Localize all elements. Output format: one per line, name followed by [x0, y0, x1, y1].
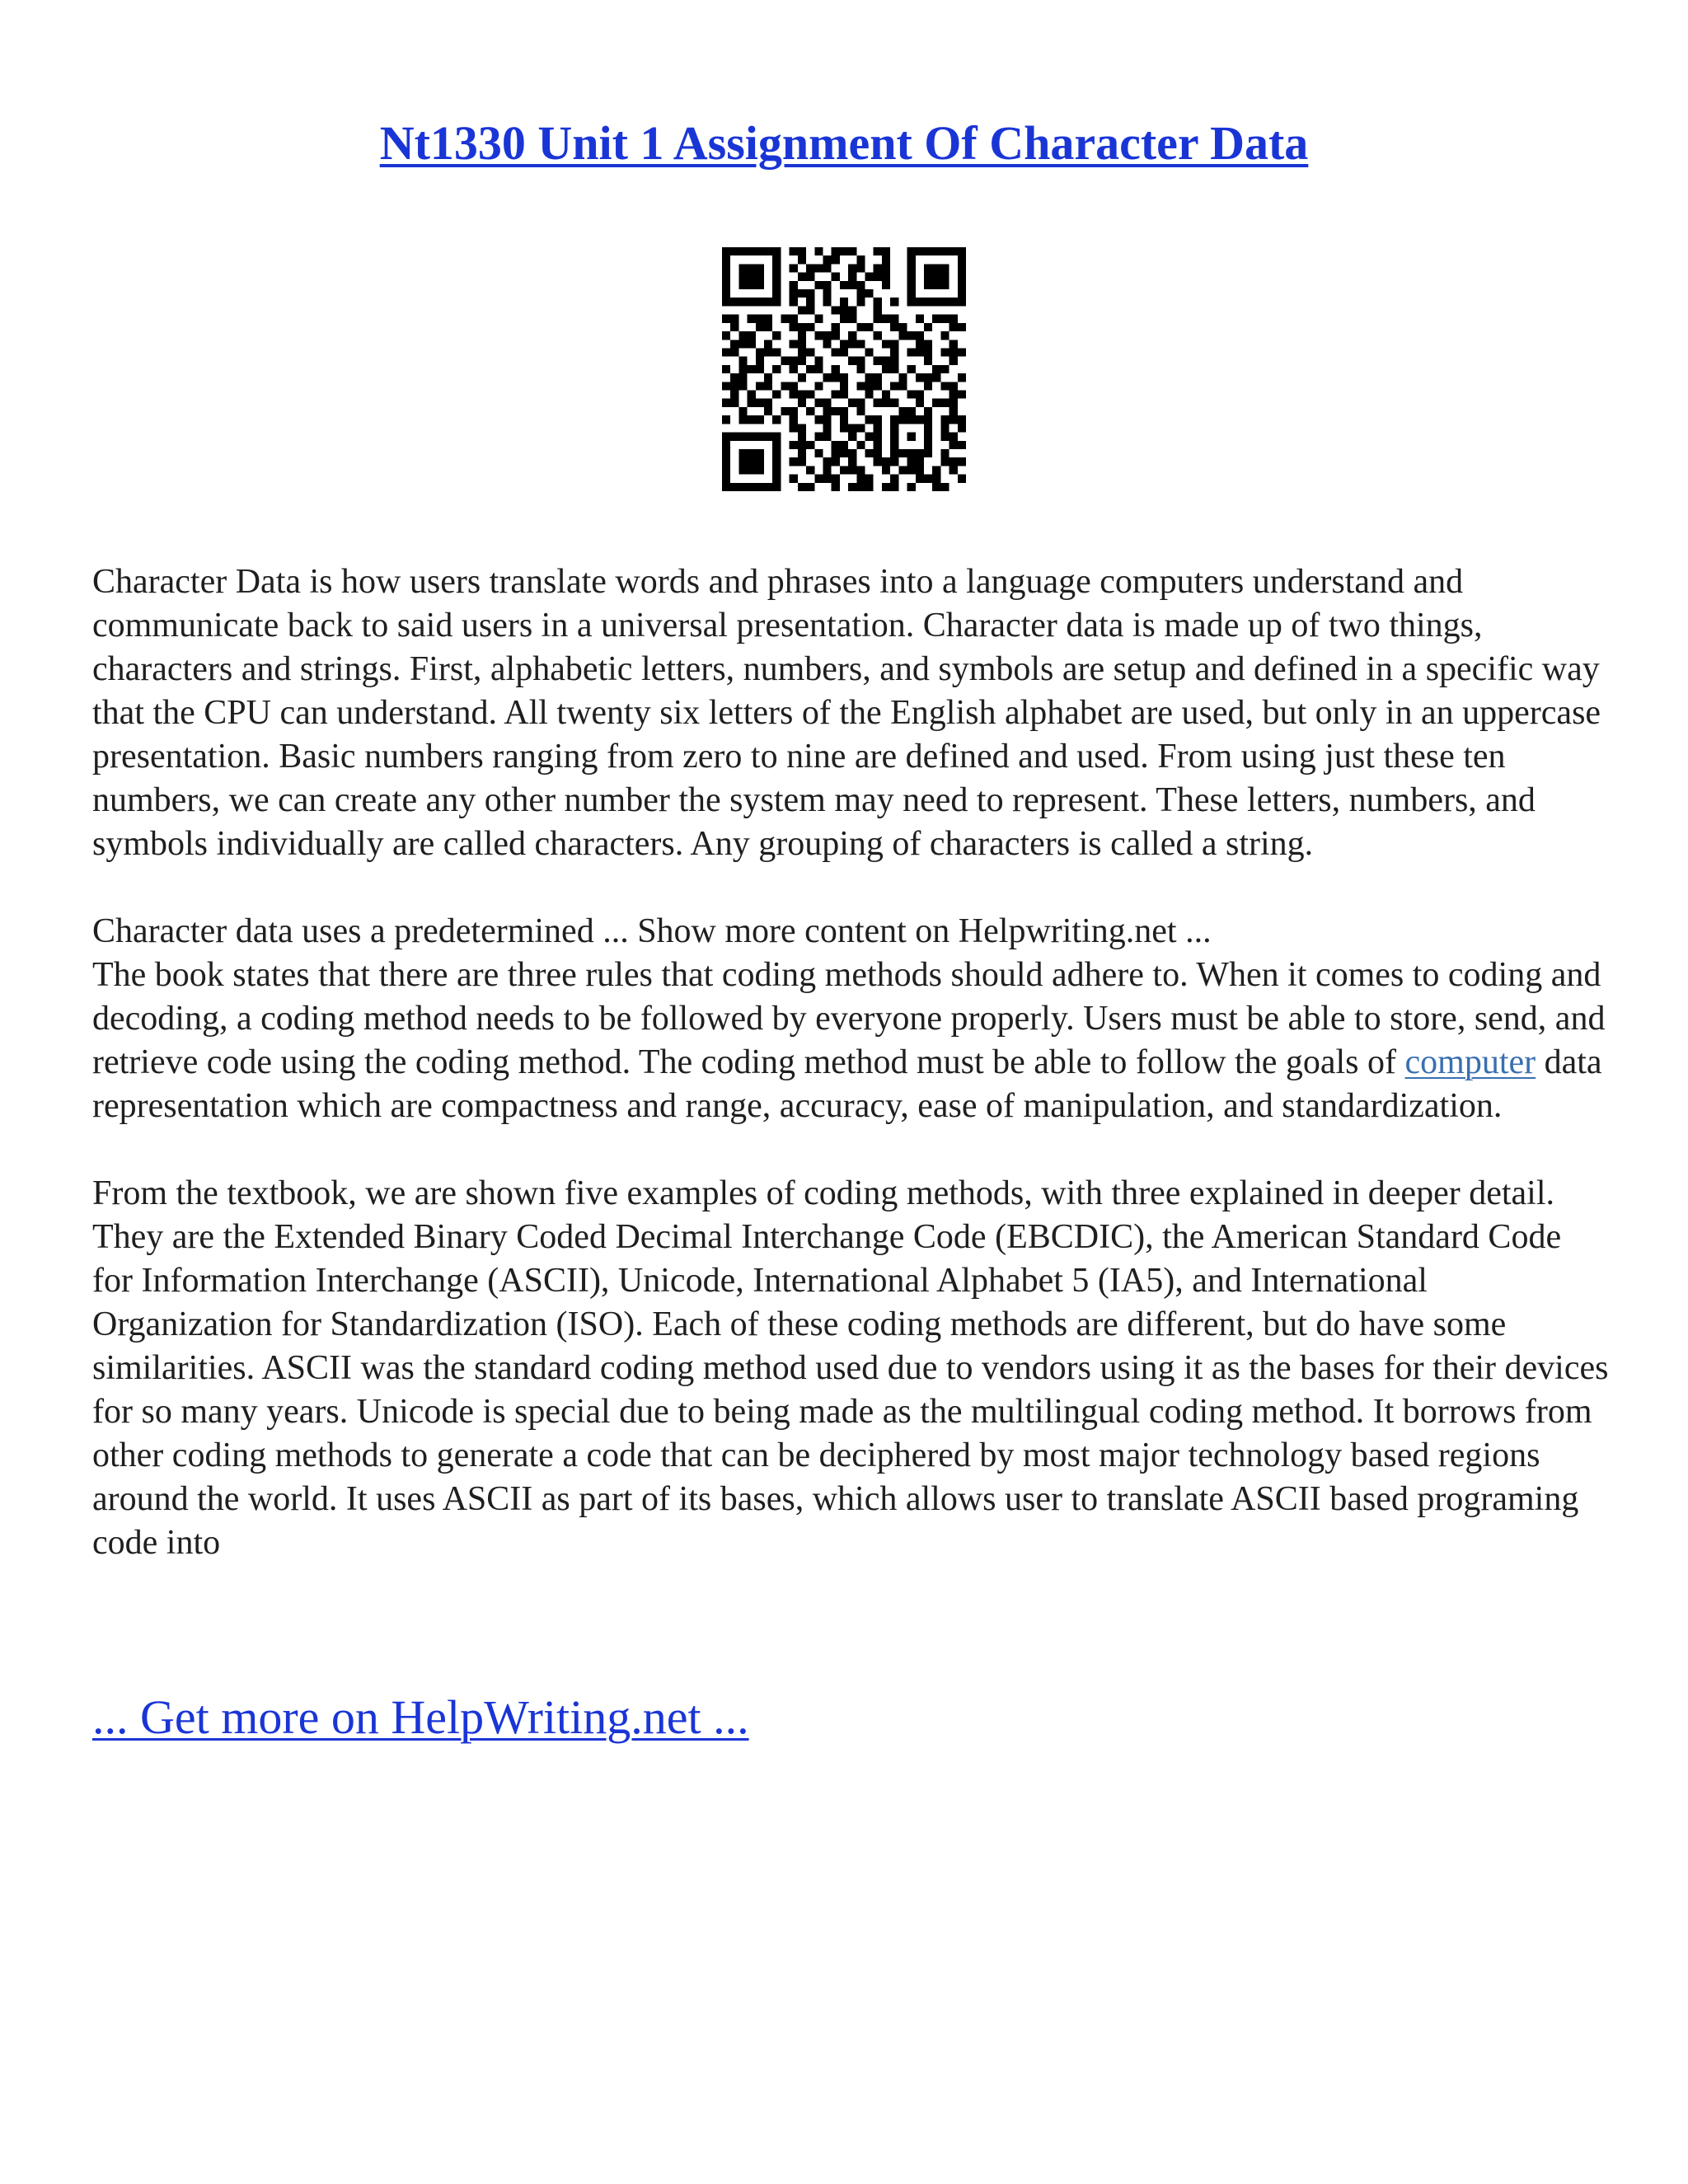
paragraph-coding-rules-text-after: data representation which are compactness and range, accuracy, ease of manipulation, and standardization.: [92, 1043, 1602, 1125]
title-container: [0, 115, 1688, 171]
paragraph-spacer: [92, 866, 1609, 910]
paragraph-coding-rules-text-before: The book states that there are three rules that coding methods should adhere to. When it comes to coding and decoding, a coding method needs to be followed by everyone properly. Users must be able to store, send, and retrieve code using the coding method. The coding method must be able to follow the goals of: [92, 956, 1606, 1081]
paragraph-coding-rules: [92, 954, 1609, 1128]
paragraph-coding-methods: From the textbook, we are shown five examples of coding methods, with three explained in deeper detail. They are the Extended Binary Coded Decimal Interchange Code (EBCDIC), the American Standard Code for Information Interchange (ASCII), Unicode, International Alphabet 5 (IA5), and International Organization for Standardization (ISO). Each of these coding methods are different, but do have some similarities. ASCII was the standard coding method used due to vendors using it as the bases for their devices for so many years. Unicode is special due to being made as the multilingual coding method. It borrows from other coding methods to generate a code that can be deciphered by most major technology based regions around the world. It uses ASCII as part of its bases, which allows user to translate ASCII based programing code into: [92, 1174, 1609, 1562]
computer-link[interactable]: computer: [1404, 1043, 1536, 1081]
more-link-container: [92, 1690, 749, 1745]
get-more-link[interactable]: ... Get more on HelpWriting.net ...: [92, 1690, 749, 1744]
document-title-link[interactable]: Nt1330 Unit 1 Assignment Of Character Data: [379, 116, 1309, 170]
qr-code-icon: [722, 247, 966, 491]
paragraph-show-more-line: Character data uses a predetermined ... Show more content on Helpwriting.net ...: [92, 912, 1212, 950]
paragraph-character-data-intro: Character Data is how users translate words and phrases into a language computers understand and communicate back to said users in a universal presentation. Character data is made up of two things, characters and strings. First, alphabetic letters, numbers, and symbols are setup and defined in a specific way that the CPU can understand. All twenty six letters of the English alphabet are used, but only in an uppercase presentation. Basic numbers ranging from zero to nine are defined and used. From using just these ten numbers, we can create any other number the system may need to represent. These letters, numbers, and symbols individually are called characters. Any grouping of characters is called a string.: [92, 563, 1601, 863]
document-body: [92, 560, 1609, 1565]
paragraph-spacer: [92, 1128, 1609, 1172]
